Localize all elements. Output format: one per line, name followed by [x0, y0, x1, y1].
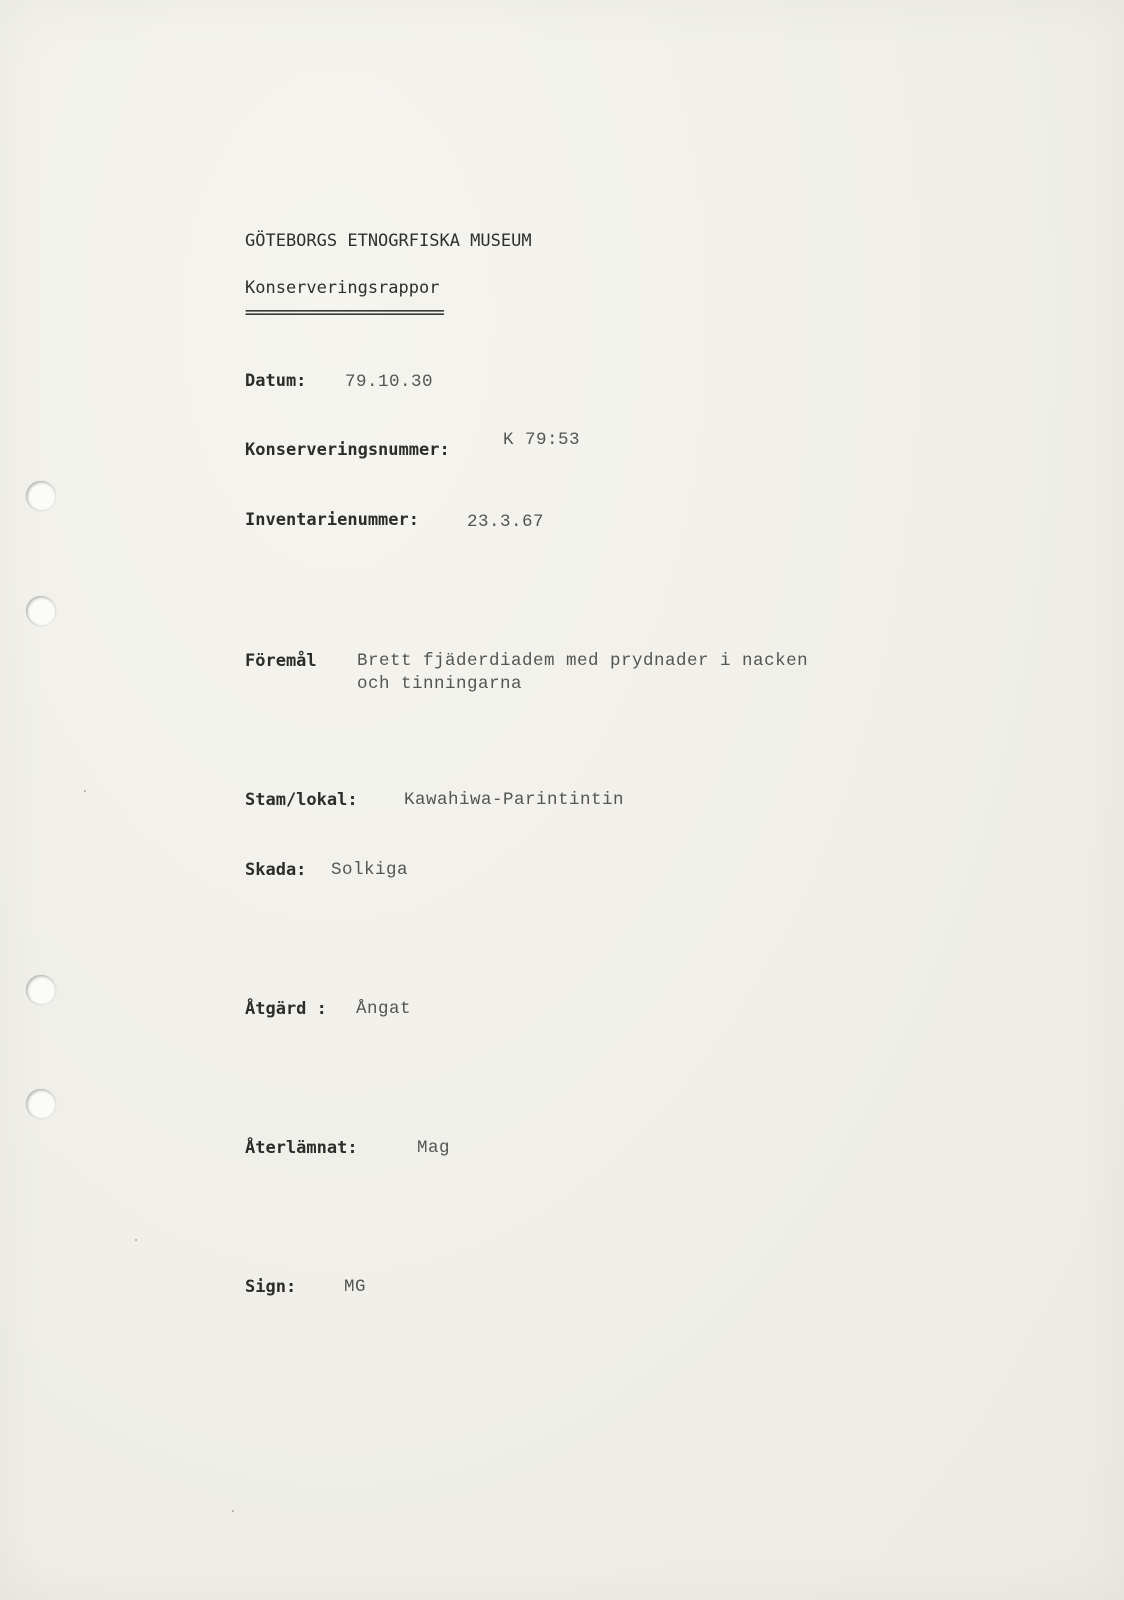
report-title: Konserveringsrappor — [245, 278, 440, 298]
paper-speck — [84, 790, 86, 792]
punch-hole — [26, 1089, 56, 1119]
inventarienummer-label: Inventarienummer: — [245, 510, 419, 530]
foremal-label: Föremål — [245, 651, 317, 671]
punch-hole — [26, 596, 56, 626]
punch-hole — [26, 481, 56, 511]
institution-heading: GÖTEBORGS ETNOGRFISKA MUSEUM — [245, 231, 532, 251]
paper-speck — [232, 1510, 234, 1512]
foremal-value-line1: Brett fjäderdiadem med prydnader i nacken — [357, 651, 809, 671]
sign-value: MG — [344, 1277, 367, 1297]
paper-speck — [135, 1239, 137, 1241]
aterlamnat-label: Återlämnat: — [245, 1138, 358, 1158]
inventarienummer-value: 23.3.67 — [467, 512, 545, 532]
stam-lokal-label: Stam/lokal: — [245, 790, 358, 810]
datum-value: 79.10.30 — [345, 372, 434, 392]
punch-hole — [26, 975, 56, 1005]
atgard-value: Ångat — [356, 999, 412, 1019]
skada-value: Solkiga — [331, 860, 409, 880]
title-underline: ============================= — [245, 305, 444, 321]
atgard-label: Åtgärd : — [245, 999, 327, 1019]
konserveringsnummer-value: K 79:53 — [503, 430, 581, 450]
foremal-value-line2: och tinningarna — [357, 674, 523, 694]
stam-lokal-value: Kawahiwa-Parintintin — [404, 790, 625, 810]
sign-label: Sign: — [245, 1277, 297, 1297]
skada-label: Skada: — [245, 860, 307, 880]
datum-label: Datum: — [245, 371, 307, 391]
aterlamnat-value: Mag — [417, 1138, 451, 1158]
konserveringsnummer-label: Konserveringsnummer: — [245, 440, 450, 460]
